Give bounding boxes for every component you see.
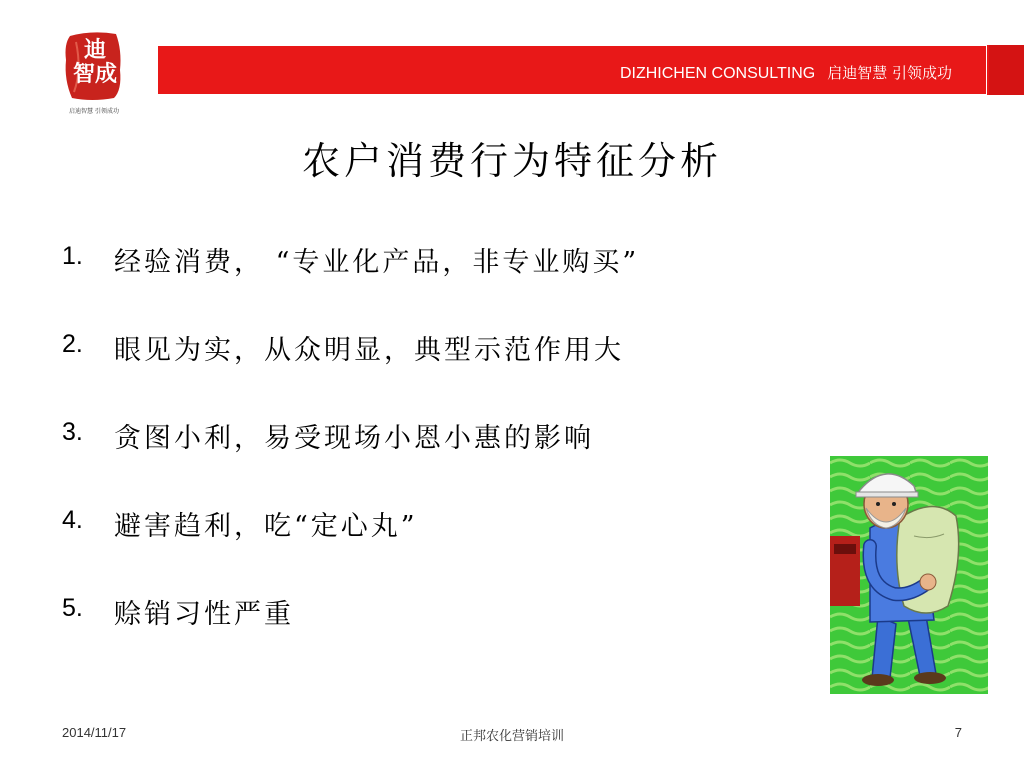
header-bar-tail — [989, 45, 1024, 95]
list-item-number: 5. — [62, 594, 83, 622]
list-item-text: 经验消费， “专业化产品，非专业购买” — [114, 247, 640, 278]
list-item — [62, 240, 639, 328]
logo-tagline: 启迪智慧 引领成功 — [69, 108, 119, 115]
list-item-text: 贪图小利，易受现场小恩小惠的影响 — [114, 423, 594, 454]
header-slogan: 启迪智慧 引领成功 — [827, 64, 952, 82]
header-bar — [157, 45, 1024, 95]
list-item-number: 3. — [62, 418, 83, 446]
list-item — [62, 504, 639, 592]
farmer-illustration — [830, 456, 988, 694]
list-item — [62, 592, 639, 680]
list-item-text: 避害趋利，吃“定心丸” — [114, 511, 418, 542]
company-logo — [40, 20, 140, 120]
list-item — [62, 416, 639, 504]
seal-text: 迪 智成 — [72, 37, 117, 87]
list-item-number: 4. — [62, 506, 83, 534]
company-name: DIZHICHEN CONSULTING — [619, 65, 816, 82]
page-number: 7 — [954, 725, 962, 740]
footer-date: 2014/11/17 — [62, 725, 127, 740]
list-item-number: 2. — [62, 330, 83, 358]
list-item-number: 1. — [62, 242, 83, 270]
list-item-text: 赊销习性严重 — [114, 599, 294, 630]
footer-title: 正邦农化营销培训 — [459, 729, 564, 744]
slide-title: 农户消费行为特征分析 — [301, 139, 722, 183]
list-item-text: 眼见为实，从众明显，典型示范作用大 — [114, 335, 624, 366]
header-text — [620, 62, 952, 83]
farmer-with-sack-icon — [830, 456, 988, 694]
point-list — [62, 240, 639, 680]
list-item — [62, 328, 639, 416]
